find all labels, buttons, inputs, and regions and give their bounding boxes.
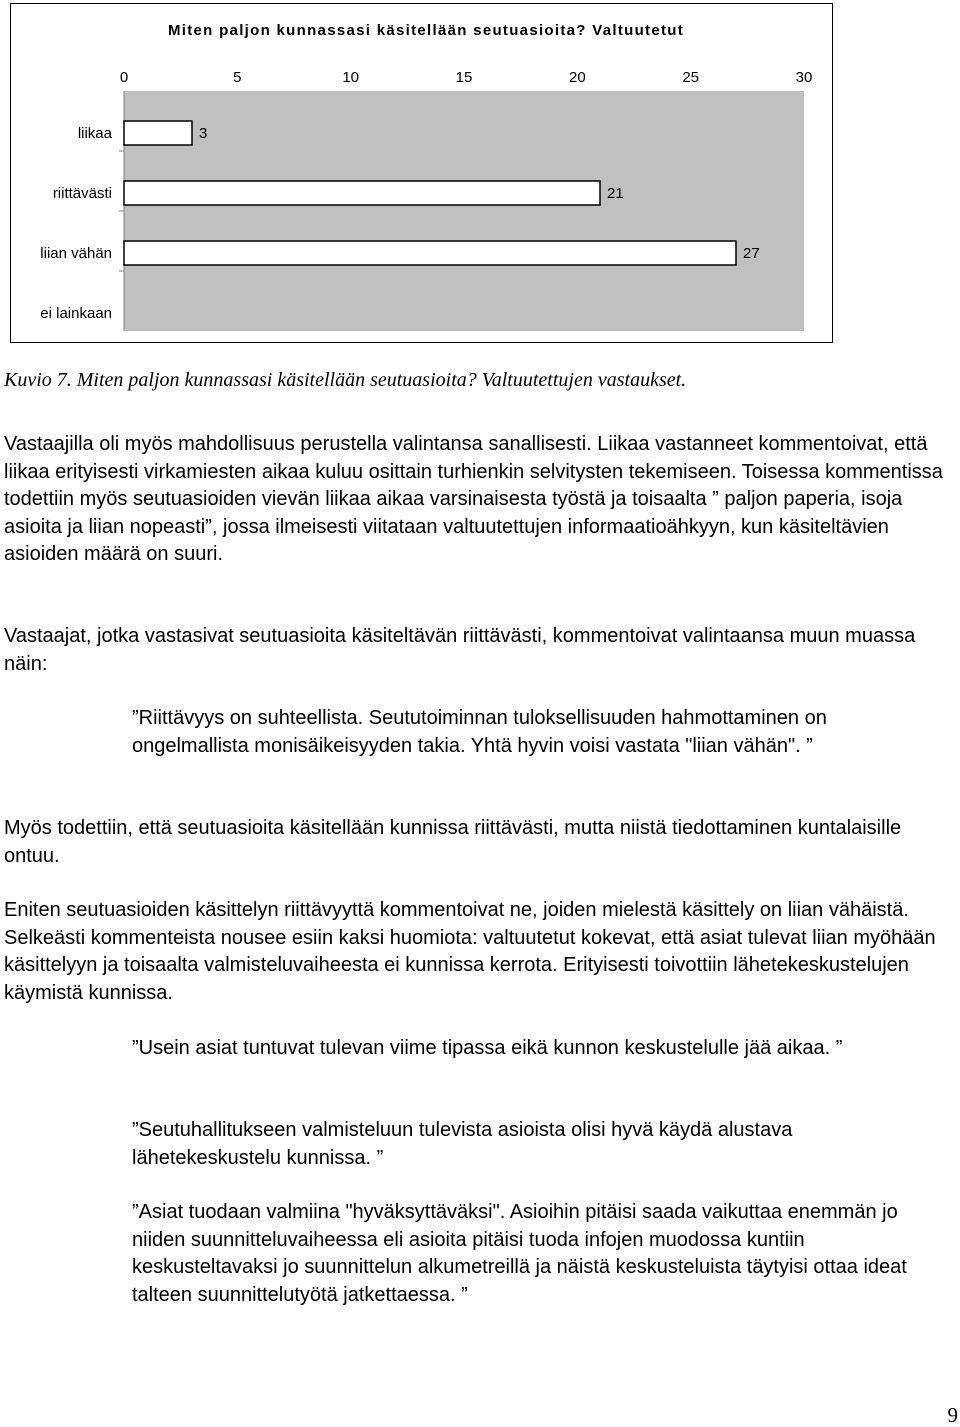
paragraph-4: Eniten seutuasioiden käsittelyn riittävyyttä kommentoivat ne, joiden mielestä käsittely on liian vähäistä. Selkeästi kommenteista nousee esiin kaksi huomiota: valtuutetut kokevat, että asiat tulevat liian myöhään käsittelyyn ja toisaalta valmisteluvaiheesta ei kunnissa kerrota. Erityisesti toivottiin lähetekeskustelujen käymistä kunnissa. (4, 899, 936, 1004)
data-label: 27 (743, 245, 760, 262)
x-tick-label: 0 (119, 69, 129, 86)
category-label: riittävästi (52, 185, 112, 202)
paragraph-3: Myös todettiin, että seutuasioita käsitellään kunnissa riittävästi, mutta niistä tiedottaminen kuntalaisille ontuu. (4, 817, 902, 867)
x-tick-label: 5 (233, 69, 242, 86)
quote-1: ”Riittävyys on suhteellista. Seututoiminnan tuloksellisuuden hahmottaminen on ongelmallista monisäikeisyyden takia. Yhtä hyvin voisi vastata "liian vähän". ” (132, 707, 827, 757)
bar (124, 121, 192, 145)
data-label: 3 (199, 125, 208, 142)
plot-background (124, 91, 804, 331)
category-label: ei lainkaan (40, 305, 112, 322)
figure-caption: Kuvio 7. Miten paljon kunnassasi käsitellään seutuasioita? Valtuutettujen vastaukset. (4, 369, 687, 391)
bar (124, 181, 600, 205)
plot-area (40, 69, 812, 331)
quote-3: ”Seutuhallitukseen valmisteluun tulevista asioista olisi hyvä käydä alustava lähetekeskustelu kunnissa. ” (132, 1119, 793, 1169)
paragraph-1: Vastaajilla oli myös mahdollisuus perustella valintansa sanallisesti. Liikaa vastanneet kommentoivat, että liikaa erityisesti virkamiesten aikaa kuluu osittain turhienkin selvitysten tekemiseen. Toisessa kommentissa todettiin myös seutuasioiden vievän liikaa aikaa varsinaisesta työstä ja toisaalta ” paljon paperia, isoja asioita ja liian nopeasti”, jossa ilmeisesti viitataan valtuutettujen informaatioähkyyn, kun käsiteltävien asioiden määrä on suuri. (4, 433, 943, 565)
x-tick-label: 15 (455, 69, 473, 86)
paragraph-2: Vastaajat, jotka vastasivat seutuasioita käsiteltävän riittävästi, kommentoivat valintaansa muun muassa näin: (4, 625, 916, 675)
chart-svg (11, 4, 832, 342)
x-tick-label: 30 (795, 69, 813, 86)
chart-title: Miten paljon kunnassasi käsitellään seutuasioita? Valtuutetut (167, 22, 685, 39)
bar-chart (10, 3, 833, 343)
quote-4: ”Asiat tuodaan valmiina "hyväksyttäväksi". Asioihin pitäisi saada vaikuttaa enemmän jo niiden suunnitteluvaiheessa eli asioita pitäisi tuoda infojen muodossa kuntiin keskusteltavaksi jo suunnittelun alkumetreillä ja näistä keskusteluista täytyisi ottaa ideat talteen suunnittelutyötä jatkettaessa. ” (132, 1201, 907, 1306)
category-label: liian vähän (40, 245, 112, 262)
quote-2: ”Usein asiat tuntuvat tulevan viime tipassa eikä kunnon keskustelulle jää aikaa. ” (132, 1037, 843, 1059)
x-tick-label: 20 (568, 69, 586, 86)
data-label: 21 (607, 185, 624, 202)
category-label: liikaa (77, 125, 112, 142)
page-number: 9 (947, 1403, 958, 1427)
x-tick-label: 25 (682, 69, 700, 86)
x-tick-label: 10 (342, 69, 360, 86)
bar (124, 241, 736, 265)
